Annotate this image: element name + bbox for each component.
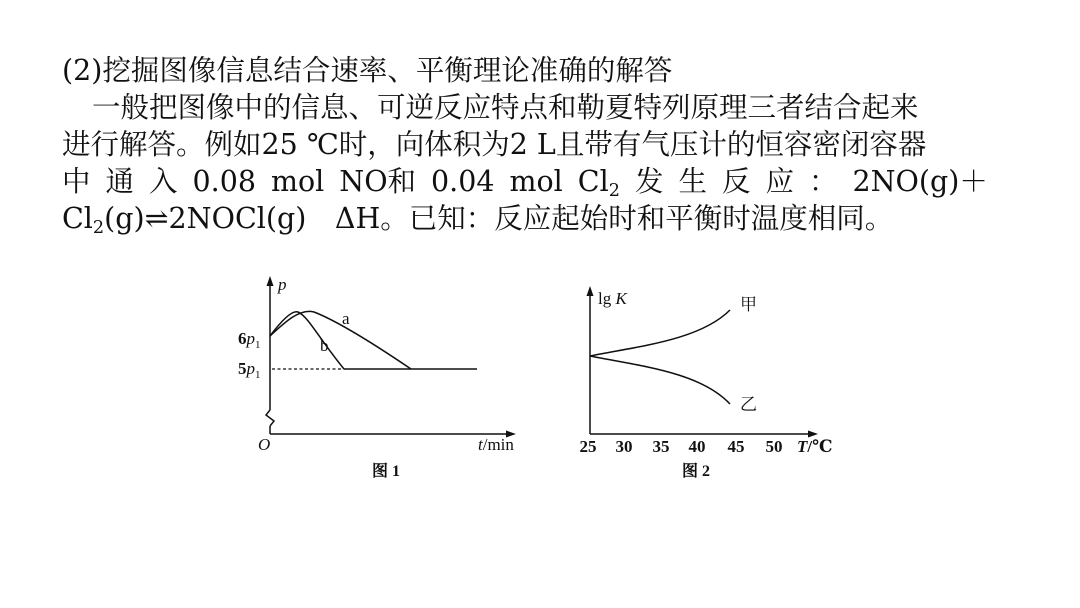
fig2-x-ticks: [580, 437, 783, 456]
word: ：: [808, 165, 838, 198]
cl-symbol: Cl: [62, 202, 93, 235]
word: mol: [270, 165, 325, 198]
paragraph-line-1: 一般把图像中的信息、可逆反应特点和勒夏特列原理三者结合起来: [92, 91, 919, 124]
coefficient-6: 6: [238, 329, 247, 348]
lg-text: lg: [598, 289, 616, 308]
fig2-caption: 图 2: [682, 463, 711, 480]
figure-1-labels: [238, 275, 514, 480]
fig2-tick-40: 40: [688, 437, 706, 456]
p-symbol: p: [246, 359, 255, 378]
subscript-2: 2: [92, 217, 105, 238]
fig1-tick-6p1: [238, 329, 261, 351]
word: 反: [721, 165, 751, 198]
fig1-caption: 图 1: [372, 463, 401, 480]
p-subscript: 1: [255, 369, 261, 381]
fig2-curve-jia-label: 甲: [740, 295, 757, 314]
fig2-curve-yi-label: 乙: [740, 395, 757, 414]
fig2-y-label: [598, 289, 628, 308]
k-symbol: K: [615, 289, 627, 308]
subscript-2: 2: [608, 180, 620, 201]
word: 通: [105, 165, 135, 198]
cl-symbol: Cl: [577, 165, 609, 198]
fig2-curve-yi: [590, 356, 730, 404]
fig1-axis-break: [266, 410, 274, 426]
fig2-tick-30: 30: [615, 437, 633, 456]
figure-2: [587, 286, 819, 438]
word: NO和: [339, 165, 417, 198]
fig1-x-label: [478, 435, 514, 454]
p-symbol: p: [246, 329, 255, 348]
equation-rest: (g)⇌2NOCl(g) ΔH。已知：反应起始时和平衡时温度相同。: [104, 202, 894, 235]
fig1-tick-5p1: [238, 359, 261, 381]
word: 中: [62, 165, 91, 198]
fig1-curve-a: [270, 311, 411, 369]
word: 入: [149, 165, 178, 198]
word: 生: [678, 165, 707, 198]
word: 0.08: [192, 165, 256, 198]
word: 应: [765, 165, 794, 198]
fig1-origin-label: O: [258, 435, 271, 454]
fig2-curve-jia: [590, 310, 730, 356]
word: 0.04: [431, 165, 495, 198]
fig1-curve-a-label: a: [342, 309, 350, 328]
word: 发: [634, 165, 664, 198]
fig2-y-arrow: [587, 286, 594, 296]
fig1-curve-b-label: b: [320, 336, 329, 355]
fig2-tick-35: 35: [652, 437, 670, 456]
fig1-y-arrow: [267, 276, 274, 286]
word: mol: [509, 165, 563, 198]
fig1-y-label: p: [278, 275, 287, 294]
fig2-tick-45: 45: [727, 437, 745, 456]
t-symbol: t: [478, 435, 483, 454]
T-symbol: T: [797, 437, 808, 456]
p-subscript: 1: [255, 339, 261, 351]
figure-2-labels: [580, 289, 833, 480]
unit-celsius: /℃: [807, 437, 833, 456]
figure-1: [266, 276, 516, 438]
fig2-tick-25: 25: [579, 437, 597, 456]
fig2-x-label: [797, 437, 832, 456]
section-heading: (2)挖掘图像信息结合速率、平衡理论准确的解答: [62, 54, 673, 87]
paragraph-line-2: 进行解答。例如25 ℃时，向体积为2 L且带有气压计的恒容密闭容器: [62, 128, 927, 161]
word: 2NO(g)＋: [852, 165, 988, 198]
coefficient-5: 5: [238, 359, 247, 378]
fig2-tick-50: 50: [765, 437, 783, 456]
unit-min: /min: [482, 435, 514, 454]
